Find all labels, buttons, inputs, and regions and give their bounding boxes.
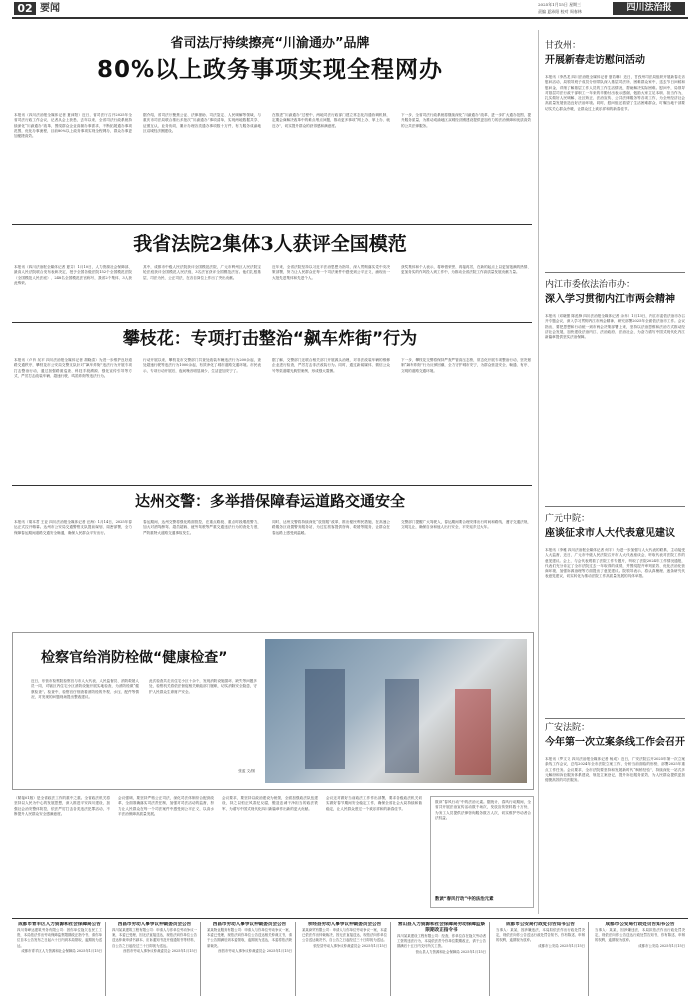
ad-4 — [394, 922, 490, 996]
photo-figure — [385, 679, 419, 773]
article4-headline: 达州交警：多举措保障春运道路交通安全 — [134, 492, 405, 510]
divider — [545, 718, 685, 719]
side1-kicker: 甘孜州： — [545, 41, 582, 51]
side3-kicker: 广元中院： — [545, 514, 591, 524]
lower-col-1: （紧接01版）是全省政法工作的重中之重。全省政法机关将坚持以人民为中心的发展思想，深入推进平安四川建设，加强社会治安整体防控，依法严厉打击各类违法犯罪活动，不断提升人民群众安全感满意度。 — [14, 796, 110, 816]
lead-col-3: 在推进“川渝通办”过程中，两地司法行政部门建立常态化沟通协调机制，定期会商解决改革中的难点堵点问题，推动更多事项“网上办、掌上办、就近办”，切实提升群众的获得感和满意度。 — [272, 113, 390, 128]
page-number-badge: 02 — [14, 2, 36, 15]
ads-top-rule — [12, 918, 688, 919]
side3-headline: 座谈征求市人大代表意见建议 — [545, 528, 675, 539]
feature-box — [12, 632, 534, 790]
side3-body: 本报讯（李雅 四川法治报全媒体记者 何宇）为进一步加强与人大代表的联系，主动接受人大监督，近日，广元市中级人民法院召开市人大代表座谈会，听取代表对法院工作的意见建议。会上，与会代表观看了法院工作专题片，听取了法院2024年工作情况通报，代表们充分肯定了全市法院过去一年取得的成绩，并围绕提升审判质效、优化法治化营商环境、加强诉源治理等方面提出了意见建议。院领导表示，将认真梳理、逐条研究代表意见建议，切实转化为推动法院工作高质量发展的具体举措。 — [545, 548, 685, 579]
ad-1-title: 西昌市劳动人事争议仲裁委员会公告 — [117, 922, 192, 927]
article3-headline: 攀枝花：专项打击整治“飙车炸街”行为 — [122, 329, 418, 349]
ad-4-sign: 营山县人力资源和社会保障局 2025年1月15日 — [415, 949, 486, 954]
ad-1 — [109, 922, 201, 996]
masthead — [0, 0, 697, 22]
lead-headline: 80%以上政务事项实现全程网办 — [96, 57, 444, 83]
ad-3 — [299, 922, 391, 996]
ad-3-sign: 荥经县劳动人事争议仲裁委员会 2025年1月15日 — [313, 943, 387, 948]
feature-caption-b: 此次检查共走访住宅小区十余个，发现消防设施损坏、缺失等问题多处，检察机关将依法督促相关职能部门履职，切实消除安全隐患，守护人民群众生命财产安全。 — [149, 679, 257, 694]
article4-col-4: 交警部门提醒广大驾驶人，春运期间要合理安排出行时间和路线，遵守交通法规，文明礼让，确保自身和他人出行安全，平安返乡过大年。 — [401, 520, 531, 530]
article4-col-3: 同时，达州交警将持续深化“放管服”改革，推出便民利民措施，在高速公路服务区设置警务服务站，为过往旅客提供咨询、救援等服务，让群众在春运路上感受到温暖。 — [272, 520, 390, 535]
lower-col-2: 会议强调，要坚持严格公正司法，深化司法体制综合配套改革，全面准确落实司法责任制，加强对司法活动的监督，努力让人民群众在每一个司法案件中感受到公平正义，以高水平法治保障高质量发展。 — [118, 796, 214, 816]
feature-photo — [265, 639, 527, 783]
ad-0-body: 四川青峰达建筑劳务有限公司：因你单位拖欠农民工工资，本局依法作出劳动保障监察限期改正指令书，请你单位自本公告发布之日起六十日内到本局领取，逾期视为送达。 — [17, 928, 102, 948]
ad-4-title: 营山县人力资源和社会保障局劳动保障监察限期改正指令书 — [397, 922, 486, 933]
ad-2-body: 某某物业服务有限公司：申请人与你单位劳动争议一案，本委已受理，现依法向你单位公告送达相关仲裁文书，请于公告期满后到本委领取，逾期视为送达，本委将依法缺席裁决。 — [207, 928, 292, 948]
date-line: 2025年1月15日 星期三 — [538, 2, 582, 7]
article3-col-1: 本报讯（卢肖 吴平 四川法治报全媒体记者 胡晓清）为进一步维护良好道路交通秩序，攀枝花市公安局交警支队针对“飙车炸街”违法行为开展专项打击整治行动，通过加强路面巡查、科技手段溯源、强化宣传引导等方式，严厉打击改装车辆、超速行驶、鸣笛炸街等违法行为。 — [14, 358, 132, 378]
side1 — [545, 40, 685, 265]
sidebar-rule — [538, 30, 539, 914]
ad-1-sign: 西昌市劳动人事争议仲裁委员会 2025年1月15日 — [123, 948, 197, 953]
ad-2-title: 西昌市劳动人事争议仲裁委员会公告 — [212, 922, 287, 927]
article2-col-3: 近年来，全省法院坚持以习近平法治思想为指导，深入贯彻落实党中央决策部署，努力让人民群众在每一个司法案件中感受到公平正义，涌现出一大批先进集体和先进个人。 — [272, 265, 390, 280]
side2-headline: 深入学习贯彻内江市两会精神 — [545, 294, 675, 305]
lead-kicker: 省司法厅持续擦亮“川渝通办”品牌 — [170, 36, 370, 51]
ad-5 — [493, 922, 589, 996]
ad-5-sign: 成都市公安局 2025年1月15日 — [538, 943, 585, 948]
side4-headline: 今年第一次立案条线工作会召开 — [545, 737, 685, 748]
ad-3-title: 荥经县劳动人事争议仲裁委员会公告 — [307, 922, 382, 927]
divider — [545, 506, 685, 507]
divider — [12, 485, 532, 486]
side3 — [545, 513, 685, 713]
lead-col-2: 据介绍，省司法厅聚焦公证、法律援助、司法鉴定、人民调解等领域，与重庆市司法局联合推出多批次“川渝通办”事项清单，实现两地数据共享、证照互认、业务协同，累计办理各类通办事项数十万件，有力服务成渝地区双城经济圈建设。 — [143, 113, 261, 133]
article2-col-1: 本报讯（四川法治报全媒体记者 夏芬）1月10日，人力资源社会保障部、最高人民法院联合发布表彰决定，授予全国各级法院152个全国模范法院（全国模范人民法庭）、248名全国模范法官称号，我省2个集体、3人获此殊荣。 — [14, 265, 132, 285]
side1-body: 本报讯（李昌龙 四川法治报全媒体记者 夏若琳）近日，甘孜州司法局组织开展新春走访慰问活动，局领导班子成员分别带队深入基层司法所、困难群众家中，送去节日问候和慰问金，详细了解基层工作人员的工作生活情况，帮助解决实际困难。慰问中，局领导对基层司法行政干部职工一年来的辛勤付出表示感谢，勉励大家立足本职、担当作为，扎实做好人民调解、社区矫正、法治宣传、公共法律服务等各项工作，为全州经济社会高质量发展营造良好法治环境。同时，慰问组还看望了生活困难群众，叮嘱当地干部要切实关心群众冷暖，让群众过上欢乐祥和的新春佳节。 — [545, 75, 685, 111]
lower-col-5: 数读“春风行动”中的法治元素。据统计，春风行动期间，全省共开展法治宣传活动数千场次，发放宣传资料数十万份，为务工人员提供法律咨询服务数万人次，切实维护劳动者合法权益。 — [435, 800, 531, 820]
side2-kicker: 内江市委依法治市办： — [545, 280, 636, 290]
article2-col-2: 其中，成都市中级人民法院获评全国模范法院，广元市利州区人民法院宝轮法庭获评全国模范人民法庭，3名法官获评全国模范法官。他们扎根基层、司法为民、公正司法，在各自岗位上作出了突出贡献。 — [143, 265, 261, 280]
article3-col-4: 下一步，攀枝花交警将保持严查严管高压态势，常态化开展专项整治行动，坚决遏制“飙车炸街”行为反弹回潮，全力守护城市安宁，为群众营造安全、畅通、有序、文明的道路交通环境。 — [401, 358, 531, 373]
side4 — [545, 722, 685, 912]
article3-col-2: 行动开展以来，攀枝花市交警部门共查处改装车辆违法行为200余起，查处超速行驶等违法行为1000余起，有效净化了城市道路交通环境。市民表示，专项行动开展后，夜间噪音明显减少，生活更加安宁了。 — [143, 358, 261, 373]
side2-body: 本报讯（邓晓蕾 陈泓锋 四川法治报全媒体记者 余乔）1月13日，内江市委依法治市办召开专题会议，深入学习贯彻内江市两会精神，研究部署2025年全面依法治市工作。会议指出，要把思想和行动统一到市两会决策部署上来，坚持以法治思维和法治方式推动经济社会发展，加快建设法治内江、法治政府、法治社会，为奋力谱写中国式现代化内江新篇章提供坚实法治保障。 — [545, 314, 685, 340]
ad-6-sign: 成都市公安局 2025年1月15日 — [638, 943, 685, 948]
editor-line: 责编 夏沛阳 校对 周春林 — [538, 9, 582, 14]
ad-3-body: 某某商贸有限公司：申请人与你单位劳动争议一案，本委已依法作出仲裁裁决，因无法直接送达，现依法向你单位公告送达裁决书，自公告之日起经过三十日即视为送达。 — [302, 928, 387, 943]
divider — [12, 322, 532, 323]
divider — [12, 224, 532, 225]
feature-headline: 检察官给消防栓做“健康检查” — [41, 650, 228, 666]
ad-0-sign: 成都市青羊区人力资源和社会保障局 2025年1月15日 — [21, 948, 102, 953]
side4-body: 本报讯（罗文义 四川法治报全媒体记者 杨成）近日，广安法院召开2025年第一次立案条线工作会议，总结2024年全市法院立案工作，分析当前面临的形势，部署2025年重点工作任务。会议要求，全市法院要坚持和发展新时代“枫桥经验”，持续深化一站式多元解纷和诉讼服务体系建设，规范立案登记，提升诉讼服务质效，为人民群众提供更加便捷高效的司法服务。 — [545, 757, 685, 783]
article2-col-4: 获奖集体和个人表示，将珍惜荣誉、再接再厉，在新的起点上以更加饱满的热情、更加务实的作风投入到工作中，为推动全省法院工作高质量发展贡献力量。 — [401, 265, 531, 275]
photo-figure — [455, 689, 491, 775]
side2 — [545, 279, 685, 499]
lead-col-1: 本报讯（四川法治报全媒体记者 夏沛阳）近日，省司法厅召开2025年全省司法行政工作会议，记者从会上获悉，去年以来，全省司法行政系统持续深化“川渝通办”改革，围绕群众企业高频办事需求，不断拓展通办事项范围，优化办事流程，目前80%以上政务事项实现全程网办，群众办事更加便捷高效。 — [14, 113, 132, 139]
ad-6-body: 当事人：某某，因涉嫌违法，本局拟依法作出行政处罚决定，现依法向你公告送达行政处罚告知书，你有陈述、申辩的权利，逾期视为放弃。 — [595, 928, 685, 943]
article4-col-1: 本报讯（胡本君 王亚 四川法治报全媒体记者 汪海）1月14日，2025年春运正式拉开帷幕。达州市公安局交通警察支队提前谋划、周密部署，全力保障春运期间道路交通安全畅通，确保人民群众平安出行。 — [14, 520, 132, 535]
lower-col-4: 会议还对做好当前政法工作作出部署，要求各级政法机关切实做好春节期间安全稳定工作，确保全省社会大局持续和谐稳定，让人民群众度过一个欢乐祥和的新春佳节。 — [326, 796, 422, 811]
ad-6 — [592, 922, 688, 996]
article3-col-3: 据了解，交警部门还联合相关部门开展源头治理，对非法改装车辆的维修企业进行检查，严厉打击非法改装行为。同时，通过新闻媒体、微信公众号等渠道曝光典型案例，形成强大震慑。 — [272, 358, 390, 373]
lead-col-4: 下一步，全省司法行政系统将继续深化“川渝通办”改革，进一步扩大通办范围，提升服务质量，为推动成渝地区双城经济圈建设提供更加有力的法治保障和优质高效的公共法律服务。 — [401, 113, 531, 128]
article2-headline: 我省法院2集体3人获评全国模范 — [133, 233, 407, 255]
photo-figure — [305, 669, 345, 769]
brand-logo: 四川法治报 — [613, 2, 685, 15]
ad-5-title: 成都市公安局行政处罚告知书公告 — [506, 922, 575, 927]
ad-1-body: 四川某某建筑工程有限公司：申请人与你单位劳动争议一案，本委已受理，因无法直接送达，现依法向你单位公告送达仲裁申请书副本、应诉通知书及开庭通知书等材料，自公告之日起经过三十日即视为送达。 — [112, 928, 197, 948]
ad-5-body: 当事人：某某，因涉嫌违法，本局拟依法作出行政处罚决定，现依法向你公告送达行政处罚告知书，你有陈述、申辩的权利，逾期视为放弃。 — [496, 928, 585, 943]
side1-headline: 开展新春走访慰问活动 — [545, 55, 645, 66]
section-label: 要闻 — [40, 3, 60, 14]
ad-0 — [14, 922, 106, 996]
masthead-rule — [12, 17, 688, 19]
ad-2 — [204, 922, 296, 996]
ad-4-body: 四川某某建设工程有限公司：经查，你单位存在拖欠劳动者工资的违法行为，本局依法责令你单位限期改正，请于公告期满后十五日内支付所欠工资。 — [397, 934, 486, 949]
feature-credit: 张蓝 文/图 — [238, 769, 255, 773]
lower-box — [430, 796, 534, 908]
side4-kicker: 广安法院： — [545, 723, 591, 733]
divider — [545, 272, 685, 273]
ad-2-sign: 西昌市劳动人事争议仲裁委员会 2025年1月15日 — [218, 948, 292, 953]
feature-caption-a: 近日，东营市检察院检察官与市人大代表、人民监督员、消防救援人员一同，对辖区内住宅小区消防设施开展实地检查，为消防栓做“健康检查”。检查中，检察官仔细查看消防栓的外观、水压、配件等情况，对发现的问题现场提出整改建议。 — [31, 679, 139, 699]
ad-6-title: 成都市公安局行政处罚告知书公告 — [605, 922, 675, 927]
article4-col-2: 春运期间，达州交警将强化路面管控，在重点路段、重点时段增派警力，加大对酒驾醉驾、超员超载、疲劳驾驶等严重交通违法行为的查处力度，严防重特大道路交通事故发生。 — [143, 520, 261, 535]
ad-0-title: 成都市青羊区人力资源和社会保障局公告 — [18, 922, 101, 927]
lower-col-3: 会议要求，要坚持以政治建设为统领，全面加强政法队伍建设，持之以恒正风肃纪反腐，锻造忠诚干净担当的政法铁军，为谱写中国式现代化四川新篇章作出新的更大贡献。 — [222, 796, 318, 811]
lower-box-title: 数读“春风行动”中的法治元素 — [435, 897, 494, 902]
